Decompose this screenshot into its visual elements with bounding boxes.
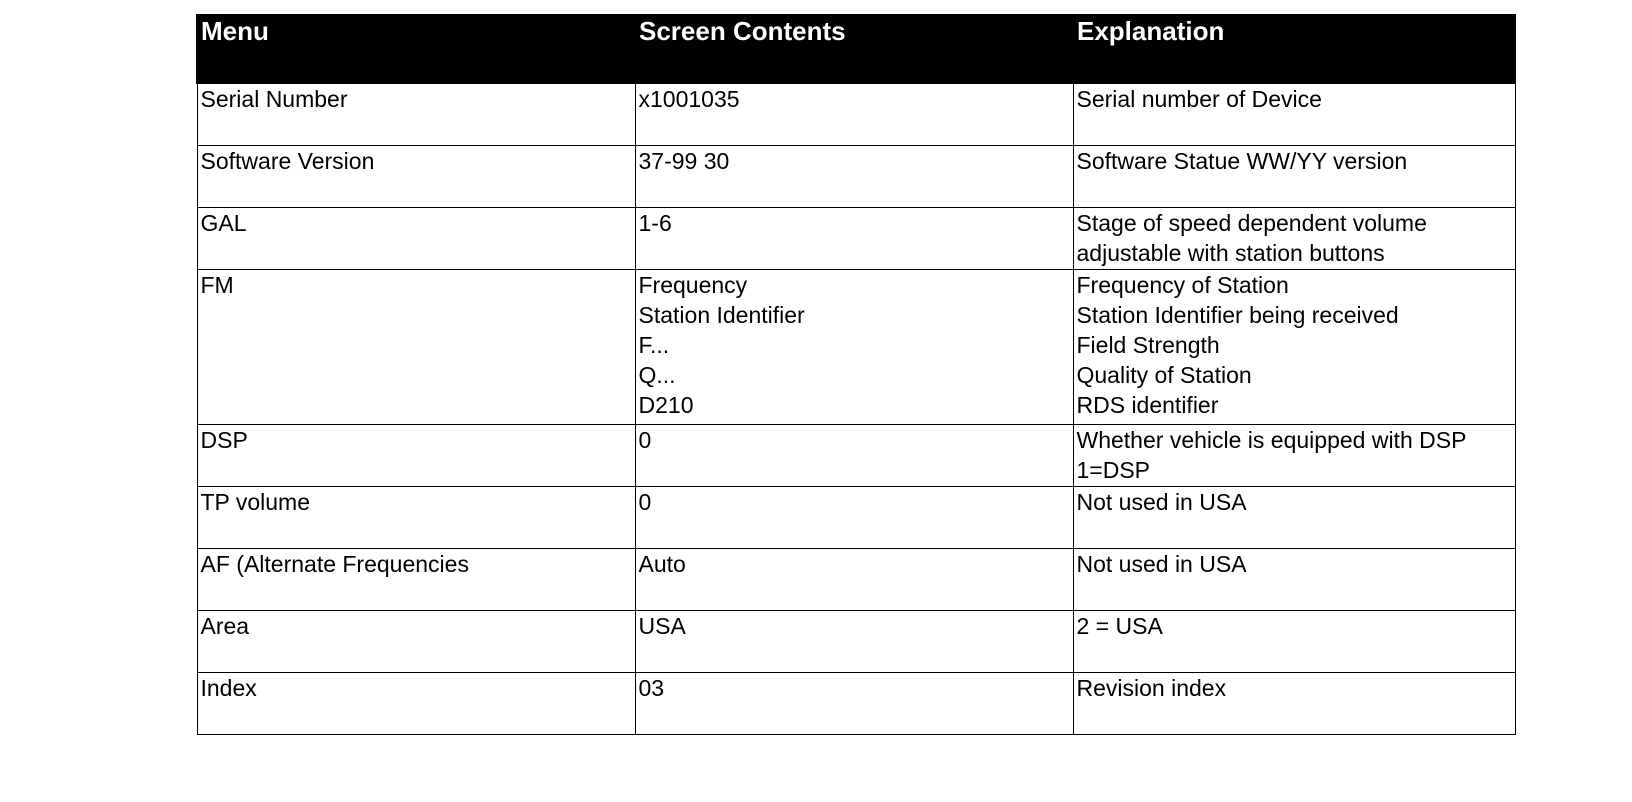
explanation-cell: Revision index [1073, 672, 1515, 734]
explanation-cell: Serial number of Device [1073, 83, 1515, 145]
contents-cell: 1-6 [635, 207, 1073, 269]
menu-cell: Serial Number [197, 83, 635, 145]
contents-cell: x1001035 [635, 83, 1073, 145]
contents-cell: 0 [635, 424, 1073, 486]
table-row [197, 548, 1515, 610]
explanation-cell: Stage of speed dependent volume adjustable with station buttons [1073, 207, 1515, 269]
menu-cell: GAL [197, 207, 635, 269]
explanation-cell: Not used in USA [1073, 486, 1515, 548]
diagnostic-menu-table [196, 14, 1516, 735]
header-screen-contents: Screen Contents [635, 15, 1073, 83]
table-row [197, 269, 1515, 424]
table-header-row [197, 15, 1515, 83]
contents-cell: 03 [635, 672, 1073, 734]
header-menu: Menu [197, 15, 635, 83]
explanation-cell: Software Statue WW/YY version [1073, 145, 1515, 207]
table-row [197, 83, 1515, 145]
menu-cell: Index [197, 672, 635, 734]
header-explanation: Explanation [1073, 15, 1515, 83]
table-row [197, 672, 1515, 734]
table-row [197, 145, 1515, 207]
contents-cell: Frequency Station Identifier F... Q... D210 [635, 269, 1073, 424]
contents-cell: USA [635, 610, 1073, 672]
table-row [197, 610, 1515, 672]
menu-cell: Software Version [197, 145, 635, 207]
menu-cell: Area [197, 610, 635, 672]
table-row [197, 486, 1515, 548]
table-row [197, 207, 1515, 269]
contents-cell: 0 [635, 486, 1073, 548]
explanation-cell: Frequency of Station Station Identifier being received Field Strength Quality of Station RDS identifier [1073, 269, 1515, 424]
contents-cell: Auto [635, 548, 1073, 610]
menu-cell: FM [197, 269, 635, 424]
explanation-cell: 2 = USA [1073, 610, 1515, 672]
menu-cell: AF (Alternate Frequencies [197, 548, 635, 610]
explanation-cell: Whether vehicle is equipped with DSP 1=DSP [1073, 424, 1515, 486]
table-row [197, 424, 1515, 486]
explanation-cell: Not used in USA [1073, 548, 1515, 610]
contents-cell: 37-99 30 [635, 145, 1073, 207]
menu-cell: DSP [197, 424, 635, 486]
menu-cell: TP volume [197, 486, 635, 548]
